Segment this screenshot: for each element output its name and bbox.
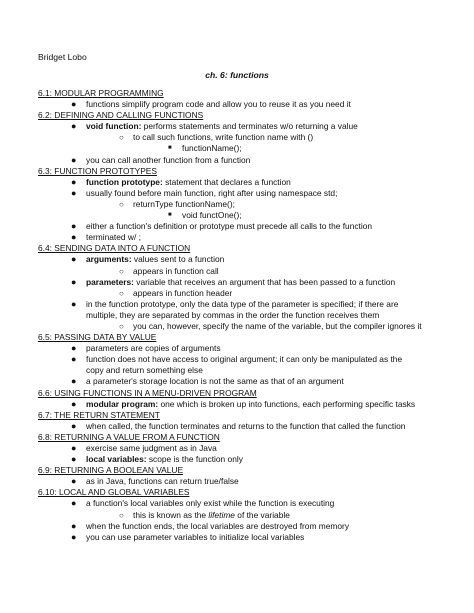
bullet-icon: ●: [71, 420, 77, 431]
section-heading: 6.4: SENDING DATA INTO A FUNCTION: [38, 243, 191, 254]
circle-bullet-icon: ○: [119, 133, 124, 143]
bullet-icon: ●: [71, 443, 77, 453]
section-heading: 6.7: THE RETURN STATEMENT: [38, 409, 160, 420]
bullet-item: ● modular program: one which is broken up into functions, each performing specific tasks: [71, 398, 416, 409]
bullet-icon: ●: [71, 520, 77, 531]
sub-bullet-item: ○ returnType functionName();: [119, 198, 235, 209]
bullet-item: ● local variables: scope is the function only: [71, 454, 243, 465]
section-heading: 6.8: RETURNING A VALUE FROM A FUNCTION: [38, 431, 220, 442]
term: function prototype:: [86, 176, 163, 187]
bullet-item: ● parameters: variable that receives an argument that has been passed to a function: [71, 276, 396, 287]
section-heading: 6.5: PASSING DATA BY VALUE: [38, 332, 157, 343]
bullet-icon: ●: [71, 298, 77, 309]
section-heading: 6.2: DEFINING AND CALLING FUNCTIONS: [38, 110, 204, 121]
bullet-item: ● terminated w/ ;: [71, 232, 141, 243]
bullet-item: ● you can call another function from a function: [71, 154, 251, 165]
bullet-item: ● function does not have access to original argument; it can only be manipulated as the: [71, 354, 403, 365]
section-heading: 6.10: LOCAL AND GLOBAL VARIABLES: [38, 487, 190, 498]
bullet-item: ● when called, the function terminates and returns to the function that called the function: [71, 420, 406, 431]
section-heading: 6.1: MODULAR PROGRAMMING: [38, 88, 164, 98]
bullet-icon: ●: [71, 376, 77, 387]
bullet-icon: ●: [71, 476, 77, 487]
bullet-item: ● functions simplify program code and allow you to reuse it as you need it: [71, 99, 351, 110]
bullet-icon: ●: [71, 354, 77, 365]
bullet-icon: ●: [71, 232, 77, 243]
bullet-item: ● a function's local variables only exist while the function is executing: [71, 498, 335, 509]
bullet-item: ● function prototype: statement that declares a function: [71, 176, 291, 187]
bullet-continuation: multiple, they are separated by commas in the order the function receives them: [86, 309, 380, 320]
bullet-icon: ●: [71, 254, 77, 265]
bullet-icon: ●: [71, 187, 77, 198]
bullet-item: ● exercise same judgment as in Java: [71, 443, 217, 453]
bullet-icon: ●: [71, 531, 77, 542]
bullet-item: ● you can use parameter variables to initialize local variables: [71, 531, 305, 542]
bullet-icon: ●: [71, 154, 77, 165]
section-heading: 6.6: USING FUNCTIONS IN A MENU-DRIVEN PROGRAM: [38, 387, 257, 398]
bullet-icon: ●: [71, 99, 77, 110]
term: parameters:: [86, 276, 134, 287]
section-heading: 6.9: RETURNING A BOOLEAN VALUE: [38, 465, 184, 476]
emphasis: lifetime: [208, 509, 235, 520]
sub-bullet-item: ○ this is known as the lifetime of the variable: [119, 509, 290, 520]
bullet-item: ● parameters are copies of arguments: [71, 343, 221, 354]
bullet-icon: ●: [71, 121, 77, 132]
notes-body: [38, 88, 438, 543]
author-name: Bridget Lobo: [38, 52, 87, 62]
section-heading: 6.3: FUNCTION PROTOTYPES: [38, 165, 157, 176]
bullet-item: ● when the function ends, the local variables are destroyed from memory: [71, 520, 350, 531]
bullet-icon: ●: [71, 498, 77, 509]
bullet-icon: ●: [71, 176, 77, 187]
bullet-icon: ●: [71, 276, 77, 287]
bullet-icon: ●: [71, 454, 77, 465]
sub-bullet-item: ○ appears in function call: [119, 265, 219, 276]
bullet-item: ● as in Java, functions can return true/false: [71, 476, 239, 487]
term: void function:: [86, 121, 142, 132]
square-bullet-icon: ■: [168, 212, 172, 219]
term: modular program:: [86, 398, 159, 409]
term: arguments:: [86, 254, 132, 265]
sub-sub-bullet-item: ■ void functOne();: [168, 210, 242, 221]
sub-bullet-item: ○ appears in function header: [119, 287, 233, 298]
circle-bullet-icon: ○: [119, 288, 124, 298]
square-bullet-icon: ■: [168, 145, 172, 152]
bullet-icon: ●: [71, 398, 77, 409]
bullet-item: ● void function: performs statements and terminates w/o returning a value: [71, 121, 358, 132]
circle-bullet-icon: ○: [119, 321, 124, 331]
sub-sub-bullet-item: ■ functionName();: [168, 143, 242, 154]
circle-bullet-icon: ○: [119, 266, 124, 276]
bullet-item: ● a parameter's storage location is not the same as that of an argument: [71, 376, 344, 387]
page-title: ch. 6: functions: [205, 70, 269, 80]
term: local variables:: [86, 454, 147, 465]
circle-bullet-icon: ○: [119, 199, 124, 209]
bullet-item: ● arguments: values sent to a function: [71, 254, 225, 265]
bullet-item: ● either a function's definition or prototype must precede all calls to the function: [71, 221, 373, 232]
bullet-icon: ●: [71, 343, 77, 354]
bullet-continuation: copy and return something else: [86, 365, 203, 376]
circle-bullet-icon: ○: [119, 510, 124, 520]
sub-bullet-item: ○ you can, however, specify the name of the variable, but the compiler ignores it: [119, 320, 422, 331]
bullet-icon: ●: [71, 221, 77, 232]
bullet-item: ● in the function prototype, only the data type of the parameter is specified; if there are: [71, 298, 399, 309]
sub-bullet-item: ○ to call such functions, write function name with (): [119, 132, 314, 143]
bullet-item: ● usually found before main function, right after using namespace std;: [71, 187, 338, 198]
